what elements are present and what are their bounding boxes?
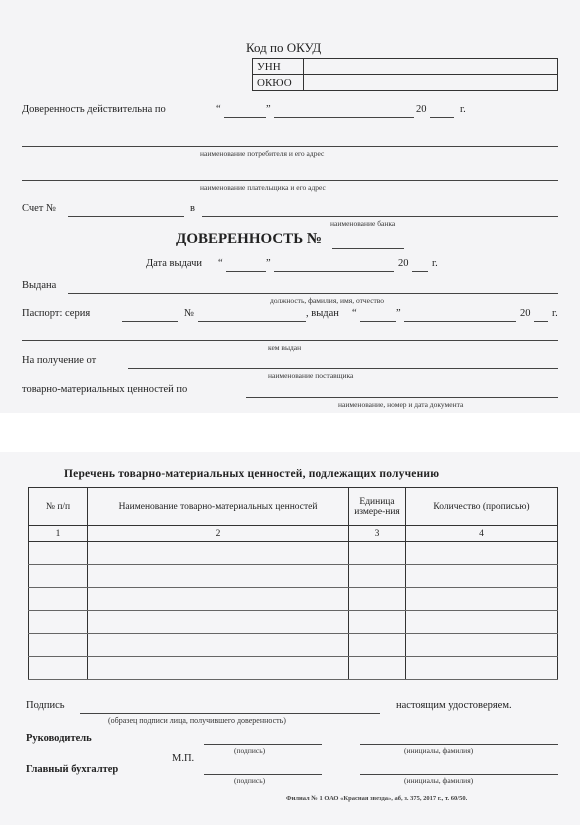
- okud-table: [252, 58, 558, 91]
- director-label: Руководитель: [26, 733, 92, 744]
- okud-title: Код по ОКУД: [246, 40, 322, 55]
- position-caption: должность, фамилия, имя, отчество: [270, 296, 385, 305]
- passport-label: Паспорт: серия: [22, 308, 91, 319]
- accountant-signature-field[interactable]: [204, 774, 322, 775]
- cell[interactable]: [406, 588, 558, 611]
- year-prefix: 20: [398, 258, 409, 269]
- okud-row-label: ОКЮО: [253, 75, 304, 91]
- cell[interactable]: [349, 588, 406, 611]
- cell[interactable]: [29, 611, 88, 634]
- director-sign-caption: (подпись): [234, 746, 266, 755]
- issue-day-field[interactable]: [226, 271, 266, 272]
- basis-document-field[interactable]: [246, 397, 558, 398]
- account-in: в: [190, 203, 195, 214]
- passport-month-field[interactable]: [404, 321, 516, 322]
- col-header-quantity: Количество (прописью): [406, 488, 558, 526]
- stamp-place: М.П.: [172, 753, 195, 764]
- list-title: Перечень товарно-материальных ценностей, подлежащих получению: [64, 468, 440, 480]
- passport-issuer-field[interactable]: [22, 340, 558, 341]
- passport-year-field[interactable]: [534, 321, 548, 322]
- quote-close: ”: [266, 104, 271, 115]
- director-signature-field[interactable]: [204, 744, 322, 745]
- payer-field[interactable]: [22, 180, 558, 181]
- document-number-field[interactable]: [332, 248, 404, 249]
- cell[interactable]: [406, 542, 558, 565]
- passport-number-field[interactable]: [198, 321, 306, 322]
- cell[interactable]: [406, 657, 558, 680]
- consumer-field[interactable]: [22, 146, 558, 147]
- signature-caption: (образец подписи лица, получившего доверенность): [108, 716, 286, 725]
- table-row: [29, 634, 558, 657]
- issue-year-field[interactable]: [412, 271, 428, 272]
- issued-to-field[interactable]: [68, 293, 558, 294]
- signature-sample-field[interactable]: [80, 713, 380, 714]
- quote-open: “: [216, 104, 221, 115]
- form-back: [0, 452, 580, 825]
- accountant-initials-caption: (инициалы, фамилия): [404, 776, 474, 785]
- cell[interactable]: [406, 565, 558, 588]
- col-header-unit: Единица измере-ния: [349, 488, 406, 526]
- okud-value-field[interactable]: [304, 75, 558, 91]
- imprint: Филиал № 1 ОАО «Красная звезда», аб, з. 375, 2017 г., т. 60/50.: [286, 795, 468, 802]
- passport-day-field[interactable]: [360, 321, 396, 322]
- quote-open: “: [352, 308, 357, 319]
- document-caption: наименование, номер и дата документа: [338, 400, 464, 409]
- col-number: 3: [349, 526, 406, 542]
- passport-series-field[interactable]: [122, 321, 178, 322]
- quote-close: ”: [266, 258, 271, 269]
- col-number: 1: [29, 526, 88, 542]
- consumer-caption: наименование потребителя и его адрес: [200, 149, 325, 158]
- issued-by-caption: кем выдан: [268, 343, 302, 352]
- cell[interactable]: [349, 611, 406, 634]
- cell[interactable]: [29, 565, 88, 588]
- account-field[interactable]: [68, 216, 184, 217]
- year-suffix: г.: [460, 104, 466, 115]
- issued-to-label: Выдана: [22, 280, 57, 291]
- certify-text: настоящим удостоверяем.: [396, 700, 512, 711]
- cell[interactable]: [29, 657, 88, 680]
- cell[interactable]: [349, 565, 406, 588]
- bank-caption: наименование банка: [330, 219, 396, 228]
- issue-date-label: Дата выдачи: [146, 258, 203, 269]
- valid-year-field[interactable]: [430, 117, 454, 118]
- accountant-sign-caption: (подпись): [234, 776, 266, 785]
- col-number: 2: [88, 526, 349, 542]
- cell[interactable]: [88, 565, 349, 588]
- passport-number-label: №: [184, 308, 195, 319]
- cell[interactable]: [349, 657, 406, 680]
- cell[interactable]: [88, 611, 349, 634]
- year-prefix: 20: [416, 104, 427, 115]
- table-row: [29, 611, 558, 634]
- signature-label: Подпись: [26, 700, 65, 711]
- okud-value-field[interactable]: [304, 59, 558, 75]
- table-row: [29, 588, 558, 611]
- passport-issued-label: , выдан: [306, 308, 339, 319]
- accountant-name-field[interactable]: [360, 774, 558, 775]
- year-prefix: 20: [520, 308, 531, 319]
- cell[interactable]: [406, 634, 558, 657]
- table-row: [29, 657, 558, 680]
- director-initials-caption: (инициалы, фамилия): [404, 746, 474, 755]
- cell[interactable]: [349, 542, 406, 565]
- goods-by-label: товарно-материальных ценностей по: [22, 384, 188, 395]
- valid-month-field[interactable]: [274, 117, 414, 118]
- table-row: [29, 542, 558, 565]
- goods-table: [28, 487, 558, 680]
- col-number: 4: [406, 526, 558, 542]
- quote-close: ”: [396, 308, 401, 319]
- cell[interactable]: [29, 634, 88, 657]
- receive-from-label: На получение от: [22, 355, 97, 366]
- account-label: Счет №: [22, 203, 57, 214]
- cell[interactable]: [349, 634, 406, 657]
- chief-accountant-label: Главный бухгалтер: [26, 764, 119, 775]
- okud-row-label: УНН: [253, 59, 304, 75]
- year-suffix: г.: [432, 258, 438, 269]
- cell[interactable]: [88, 657, 349, 680]
- cell[interactable]: [406, 611, 558, 634]
- col-header-number: № п/п: [29, 488, 88, 526]
- valid-until-label: Доверенность действительна по: [22, 104, 166, 115]
- document-title: ДОВЕРЕННОСТЬ №: [176, 231, 322, 247]
- issue-month-field[interactable]: [274, 271, 394, 272]
- cell[interactable]: [29, 542, 88, 565]
- quote-open: “: [218, 258, 223, 269]
- cell[interactable]: [29, 588, 88, 611]
- supplier-field[interactable]: [128, 368, 558, 369]
- bank-field[interactable]: [202, 216, 558, 217]
- cell[interactable]: [88, 634, 349, 657]
- supplier-caption: наименование поставщика: [268, 371, 354, 380]
- valid-day-field[interactable]: [224, 117, 266, 118]
- col-header-name: Наименование товарно-материальных ценностей: [88, 488, 349, 526]
- table-row: [29, 565, 558, 588]
- year-suffix: г.: [552, 308, 558, 319]
- payer-caption: наименование плательщика и его адрес: [200, 183, 326, 192]
- director-name-field[interactable]: [360, 744, 558, 745]
- cell[interactable]: [88, 588, 349, 611]
- cell[interactable]: [88, 542, 349, 565]
